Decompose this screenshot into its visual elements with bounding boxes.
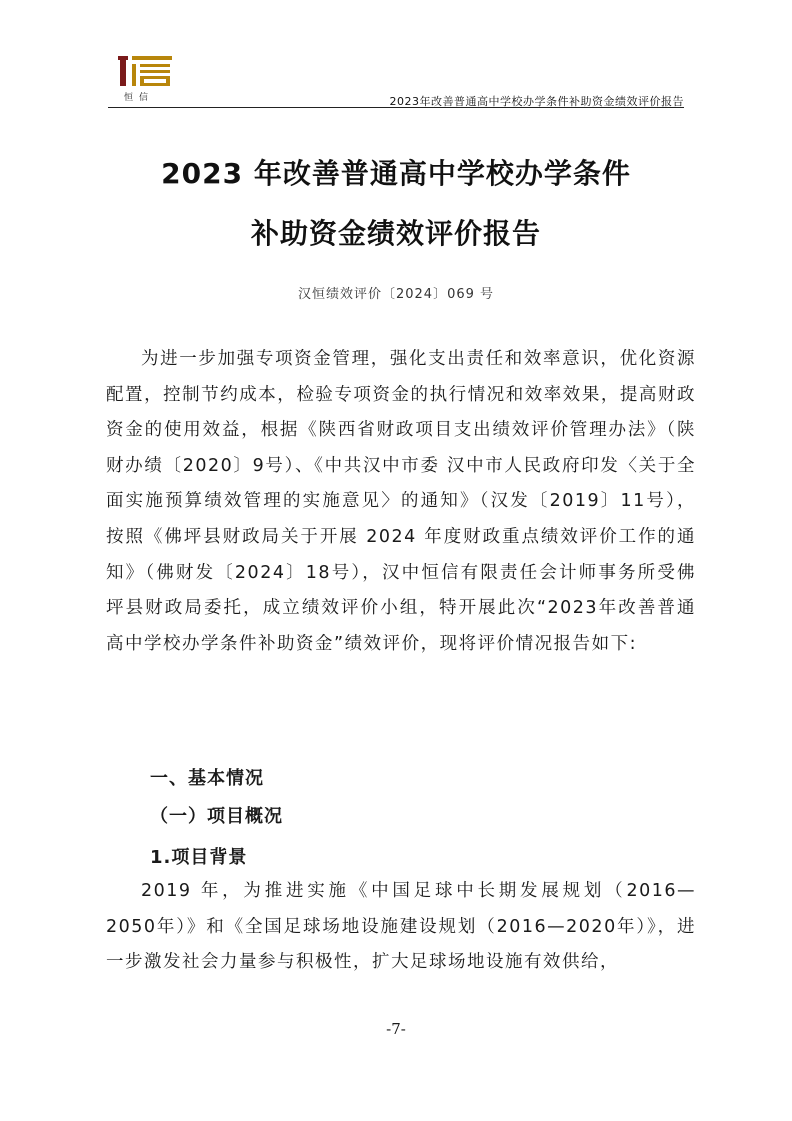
background-paragraph: 2019 年，为推进实施《中国足球中长期发展规划（2016—2050年）》和《全国足球场地设施建设规划（2016—2020年）》，进一步激发社会力量参与积极性，扩大足球场地设施有效供给， — [106, 881, 696, 973]
subsection-heading-project-overview: （一）项目概况 — [150, 806, 283, 827]
document-number: 汉恒绩效评价〔2024〕069 号 — [297, 287, 495, 302]
section-heading-basic-info: 一、基本情况 — [150, 768, 264, 789]
subsubsection-heading-background: 1.项目背景 — [150, 847, 248, 868]
header-divider — [108, 107, 684, 108]
logo-mark-icon — [118, 52, 182, 92]
intro-paragraph: 为进一步加强专项资金管理，强化支出责任和效率意识，优化资源配置，控制节约成本，检验专项资金的执行情况和效率效果，提高财政资金的使用效益，根据《陕西省财政项目支出绩效评价管理办法》（陕财办绩〔2020〕9号）、《中共汉中市委 汉中市人民政府印发〈关于全面实施预算绩效管理的实施意见〉的通知》（汉发〔2019〕11号），按照《佛坪县财政局关于开展 2024 年度财政重点绩效评价工作的通知》（佛财发〔2024〕18号），汉中恒信有限责任会计师事务所受佛坪县财政局委托，成立绩效评价小组，特开展此次“2023年改善普通高中学校办学条件补助资金”绩效评价，现将评价情况报告如下: — [106, 349, 696, 654]
report-title-line-2: 补助资金绩效评价报告 — [250, 217, 541, 250]
report-title-line-1: 2023 年改善普通高中学校办学条件 — [161, 157, 631, 190]
page-number: -7- — [386, 1020, 406, 1038]
running-header-title: 2023年改善普通高中学校办学条件补助资金绩效评价报告 — [389, 95, 684, 108]
logo-caption: 恒信 — [124, 93, 155, 103]
